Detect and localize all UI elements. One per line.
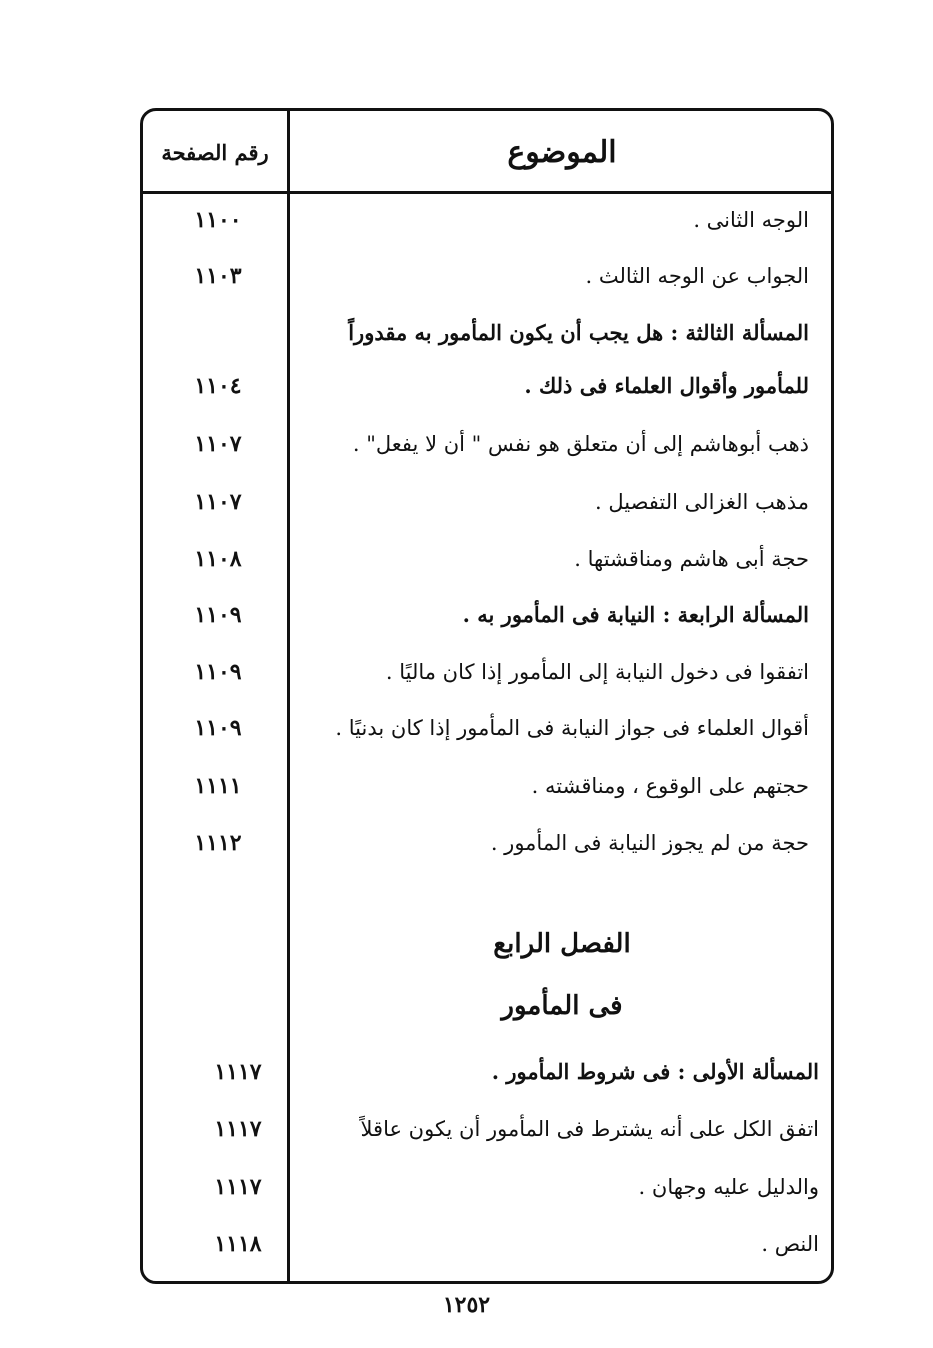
- toc-topic: النص .: [761, 1232, 819, 1256]
- toc-page: ١١١٧: [214, 1116, 262, 1142]
- chapter-title: الفصل الرابع: [493, 929, 631, 959]
- toc-topic: اتفق الكل على أنه يشترط فى المأمور أن يكون عاقلاً: [360, 1117, 819, 1141]
- topic-column-header: الموضوع: [507, 134, 617, 170]
- toc-topic: ذهب أبوهاشم إلى أن متعلق هو نفس " أن لا يفعل" .: [352, 432, 809, 456]
- page-number: ١٢٥٢: [442, 1292, 491, 1318]
- toc-page: ١١٠٩: [194, 659, 242, 685]
- toc-page: ١١١١: [194, 773, 242, 799]
- toc-page: ١١١٢: [194, 830, 242, 856]
- toc-page: ١١١٧: [214, 1059, 262, 1085]
- toc-topic: المسألة الثالثة : هل يجب أن يكون المأمور به مقدوراً: [348, 320, 809, 345]
- toc-topic: أقوال العلماء فى جواز النيابة فى المأمور إذا كان بدنيًا .: [335, 716, 809, 740]
- toc-page: ١١٠٣: [194, 263, 242, 289]
- toc-topic: المسألة الرابعة : النيابة فى المأمور به .: [462, 602, 809, 627]
- toc-topic: للمأمور وأقوال العلماء فى ذلك .: [524, 373, 809, 398]
- toc-topic: اتفقوا فى دخول النيابة إلى المأمور إذا كان ماليًا .: [385, 660, 809, 684]
- toc-topic: الوجه الثانى .: [693, 208, 809, 232]
- toc-page: ١١٠٤: [194, 373, 242, 399]
- page-column-header: رقم الصفحة: [161, 139, 269, 165]
- toc-page: ١١٠٩: [194, 602, 242, 628]
- toc-page: ١١٠٧: [194, 431, 242, 457]
- toc-topic: والدليل عليه وجهان .: [638, 1175, 819, 1199]
- toc-topic: المسألة الأولى : فى شروط المأمور .: [491, 1059, 819, 1084]
- toc-topic: الجواب عن الوجه الثالث .: [585, 264, 809, 288]
- chapter-subtitle: فى المأمور: [501, 991, 623, 1021]
- toc-topic: حجة أبى هاشم ومناقشتها .: [574, 547, 809, 571]
- toc-page: ١١٠٩: [194, 715, 242, 741]
- toc-topic: حجتهم على الوقوع ، ومناقشته .: [531, 774, 809, 798]
- toc-page: ١١١٧: [214, 1174, 262, 1200]
- toc-page: ١١٠٠: [194, 207, 242, 233]
- table-of-contents-frame: [140, 108, 834, 1284]
- toc-page: ١١١٨: [214, 1231, 262, 1257]
- toc-page: ١١٠٨: [194, 546, 242, 572]
- toc-topic: حجة من لم يجوز النيابة فى المأمور .: [490, 831, 809, 855]
- toc-topic: مذهب الغزالى التفصيل .: [595, 490, 809, 514]
- toc-page: ١١٠٧: [194, 489, 242, 515]
